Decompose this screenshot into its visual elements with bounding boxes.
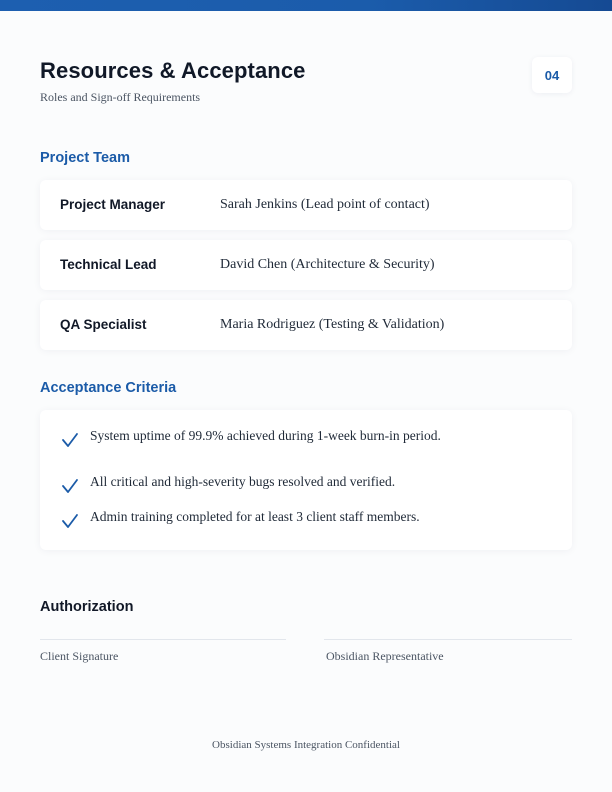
team-member-row bbox=[40, 240, 572, 290]
criterion-text: Admin training completed for at least 3 client staff members. bbox=[90, 509, 420, 524]
acceptance-criteria-card bbox=[40, 410, 572, 550]
team-member-row bbox=[40, 180, 572, 230]
confidential-footer: Obsidian Systems Integration Confidential bbox=[212, 739, 400, 751]
page-title: Resources & Acceptance bbox=[40, 58, 306, 83]
team-member-role: Project Manager bbox=[60, 197, 166, 212]
criterion-item bbox=[40, 472, 572, 496]
team-member-name: Maria Rodriguez (Testing & Validation) bbox=[220, 317, 445, 332]
representative-signature-label: Obsidian Representative bbox=[326, 649, 444, 663]
checkmark-icon bbox=[60, 430, 80, 450]
project-team-heading: Project Team bbox=[40, 150, 130, 166]
representative-signature-line bbox=[324, 639, 572, 640]
criterion-text: System uptime of 99.9% achieved during 1-week burn-in period. bbox=[90, 428, 441, 443]
acceptance-criteria-heading: Acceptance Criteria bbox=[40, 380, 177, 396]
checkmark-icon bbox=[60, 511, 80, 531]
page-subtitle: Roles and Sign-off Requirements bbox=[40, 90, 201, 104]
team-member-role: Technical Lead bbox=[60, 257, 157, 272]
criterion-text: All critical and high-severity bugs resolved and verified. bbox=[90, 474, 396, 489]
page-number-badge: 04 bbox=[532, 57, 572, 93]
client-signature-label: Client Signature bbox=[40, 649, 119, 663]
checkmark-icon bbox=[60, 476, 80, 496]
team-member-role: QA Specialist bbox=[60, 317, 147, 332]
client-signature-line bbox=[40, 639, 286, 640]
team-member-name: David Chen (Architecture & Security) bbox=[220, 257, 435, 272]
criterion-item bbox=[40, 426, 572, 450]
authorization-heading: Authorization bbox=[40, 599, 134, 615]
criterion-item bbox=[40, 507, 572, 531]
team-member-name: Sarah Jenkins (Lead point of contact) bbox=[220, 197, 430, 212]
team-member-row bbox=[40, 300, 572, 350]
top-accent-bar bbox=[0, 0, 612, 11]
